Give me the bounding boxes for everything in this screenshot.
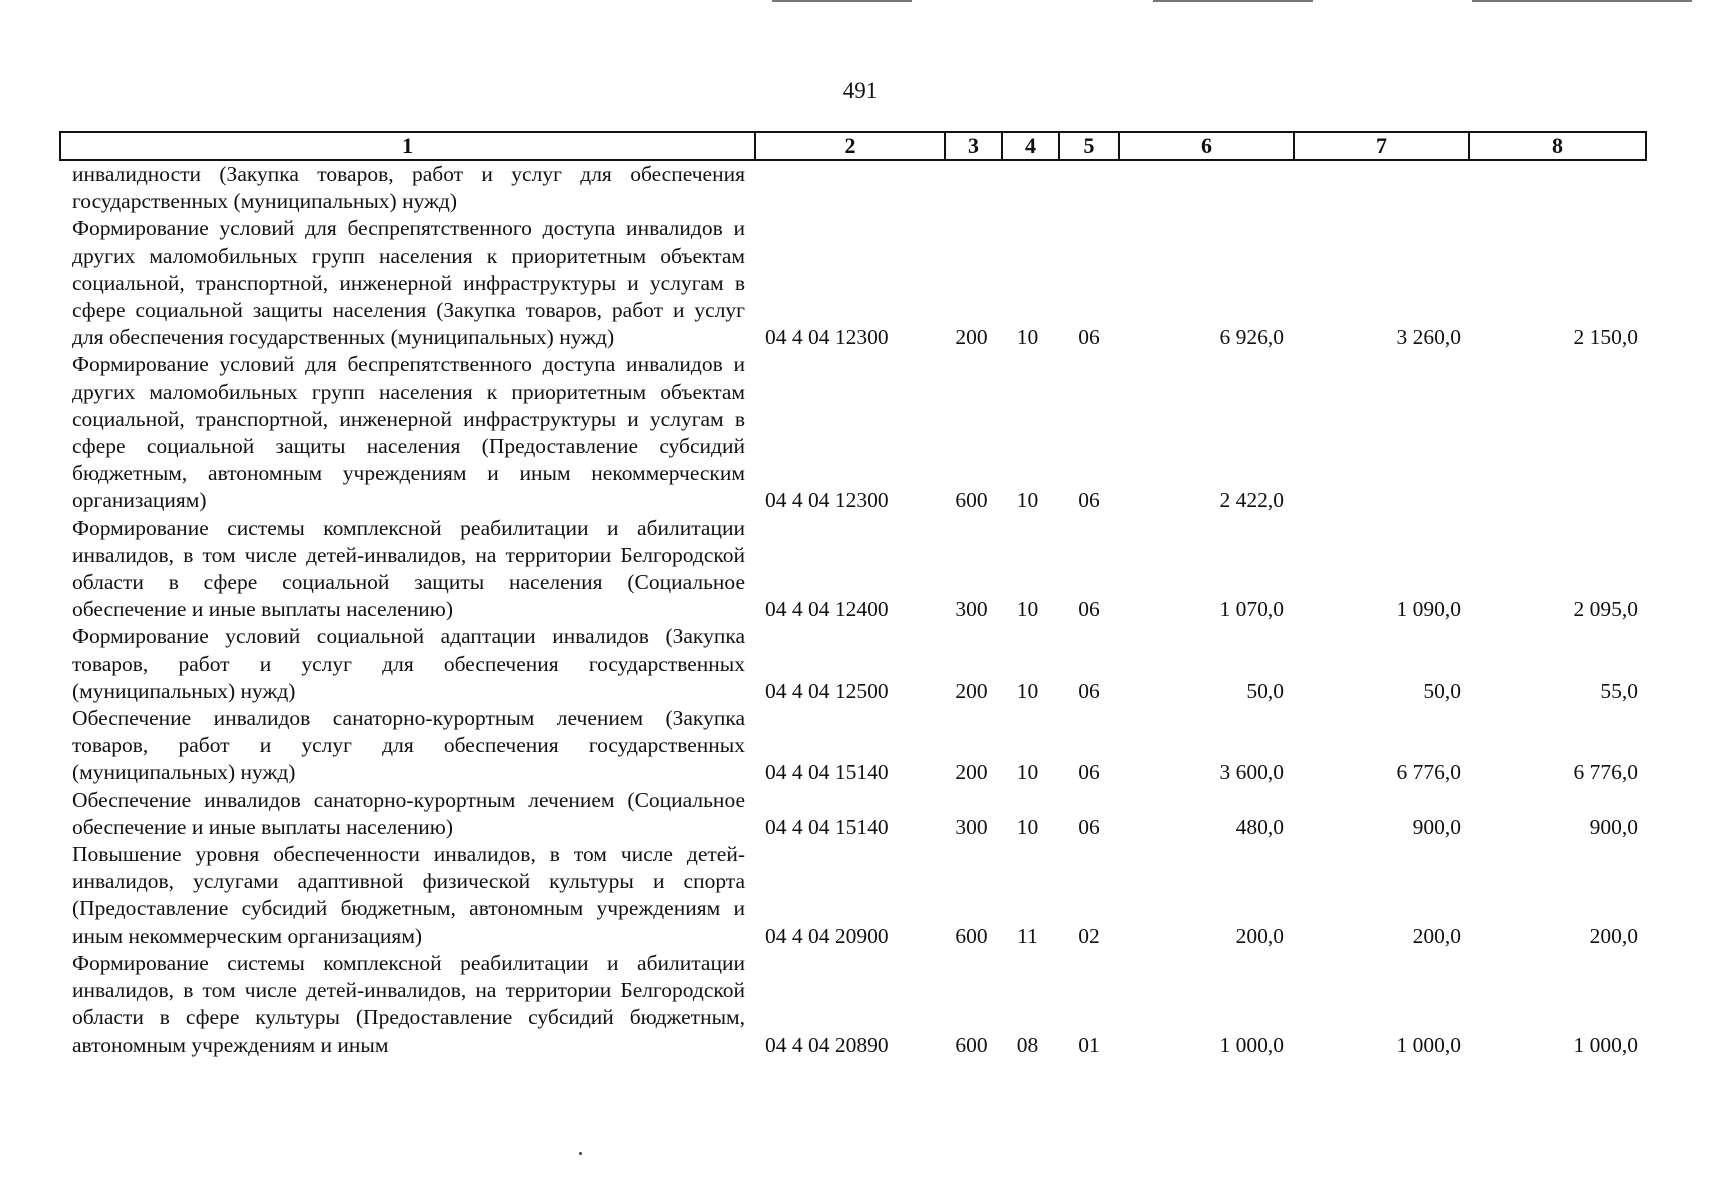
row-amount-col8 bbox=[1469, 160, 1646, 215]
row-description: Формирование условий социальной адаптации инвалидов (Закупка товаров, работ и услуг для обеспечения государственных (муниципальных) нужд) bbox=[72, 624, 745, 703]
row-target-code: 04 4 04 15140 bbox=[765, 760, 889, 785]
row-target-code: 04 4 04 12400 bbox=[765, 597, 889, 622]
column-header-3: 3 bbox=[945, 132, 1002, 160]
row-amount-col8: 900,0 bbox=[1589, 814, 1638, 839]
row-col4: 08 bbox=[1016, 1032, 1039, 1057]
row-amount-col6: 6 926,0 bbox=[1219, 325, 1284, 350]
row-col5 bbox=[1059, 160, 1119, 215]
row-col4: 11 bbox=[1017, 923, 1038, 948]
row-description: Формирование условий для беспрепятственного доступа инвалидов и других маломобильных групп населения к приоритетным объектам социальной, транспортной, инженерной инфраструктуры и услугам в сфере социальной защиты населения (Закупка товаров, работ и услуг для обеспечения государственных (муниципальных) нужд) bbox=[72, 216, 745, 350]
table-row bbox=[60, 351, 1646, 514]
row-col3: 300 bbox=[955, 597, 988, 622]
budget-table-container bbox=[59, 131, 1645, 1059]
row-amount-col7 bbox=[1294, 351, 1469, 514]
row-amount-col6: 1 070,0 bbox=[1219, 597, 1284, 622]
row-amount-col7: 50,0 bbox=[1423, 678, 1461, 703]
top-rule-3 bbox=[1472, 0, 1692, 2]
row-amount-col8: 200,0 bbox=[1589, 923, 1638, 948]
row-col5: 06 bbox=[1078, 814, 1100, 839]
row-col3: 300 bbox=[955, 814, 988, 839]
column-header-8: 8 bbox=[1469, 132, 1646, 160]
row-amount-col6: 3 600,0 bbox=[1219, 760, 1284, 785]
row-col5: 06 bbox=[1078, 488, 1100, 513]
row-amount-col7: 1 090,0 bbox=[1396, 597, 1461, 622]
row-amount-col6 bbox=[1119, 160, 1294, 215]
row-col4: 10 bbox=[1016, 678, 1039, 703]
row-col5: 06 bbox=[1078, 597, 1100, 622]
row-description: Повышение уровня обеспеченности инвалидов, в том числе детей-инвалидов, услугами адаптивной физической культуры и спорта (Предоставление субсидий бюджетным, автономным учреждениям и иным некоммерческим организациям) bbox=[72, 842, 745, 948]
table-row bbox=[60, 705, 1646, 787]
row-amount-col7: 200,0 bbox=[1412, 923, 1461, 948]
column-header-4: 4 bbox=[1002, 132, 1059, 160]
table-row bbox=[60, 841, 1646, 950]
row-col3: 600 bbox=[955, 1032, 988, 1057]
row-col4: 10 bbox=[1016, 760, 1039, 785]
row-col5: 06 bbox=[1078, 325, 1100, 350]
scan-speck bbox=[579, 1152, 582, 1155]
table-row bbox=[60, 515, 1646, 624]
column-header-6: 6 bbox=[1119, 132, 1294, 160]
row-col4: 10 bbox=[1016, 597, 1039, 622]
row-target-code: 04 4 04 20890 bbox=[765, 1032, 889, 1057]
row-amount-col8: 2 095,0 bbox=[1573, 597, 1638, 622]
table-row bbox=[60, 160, 1646, 215]
row-amount-col6: 200,0 bbox=[1235, 923, 1284, 948]
page-number: 491 bbox=[842, 78, 878, 103]
row-description: Формирование системы комплексной реабилитации и абилитации инвалидов, в том числе детей-инвалидов, на территории Белгородской области в сфере социальной защиты населения (Социальное обеспечение и иные выплаты населению) bbox=[72, 515, 745, 622]
row-col5: 06 bbox=[1078, 760, 1100, 785]
row-amount-col7: 1 000,0 bbox=[1396, 1032, 1461, 1057]
row-col3 bbox=[945, 160, 1002, 215]
row-col5: 01 bbox=[1078, 1032, 1100, 1057]
row-amount-col8: 55,0 bbox=[1600, 678, 1638, 703]
row-target-code bbox=[755, 160, 945, 215]
column-header-7: 7 bbox=[1294, 132, 1469, 160]
row-target-code: 04 4 04 12300 bbox=[765, 488, 889, 513]
row-amount-col6: 50,0 bbox=[1246, 678, 1284, 703]
row-target-code: 04 4 04 15140 bbox=[765, 814, 889, 839]
row-amount-col8 bbox=[1469, 351, 1646, 514]
row-target-code: 04 4 04 12500 bbox=[765, 678, 889, 703]
row-col3: 200 bbox=[955, 325, 988, 350]
row-col3: 200 bbox=[955, 760, 988, 785]
row-amount-col8: 2 150,0 bbox=[1573, 325, 1638, 350]
header-row bbox=[60, 132, 1646, 160]
row-amount-col7: 900,0 bbox=[1412, 814, 1461, 839]
row-target-code: 04 4 04 20900 bbox=[765, 923, 889, 948]
row-col4: 10 bbox=[1016, 488, 1039, 513]
row-description: Формирование системы комплексной реабилитации и абилитации инвалидов, в том числе детей-инвалидов, на территории Белгородской области в сфере культуры (Предоставление субсидий бюджетным, автономным учреждениям и иным bbox=[72, 950, 745, 1057]
table-row bbox=[60, 787, 1646, 841]
row-col4: 10 bbox=[1016, 814, 1039, 839]
row-amount-col6: 2 422,0 bbox=[1219, 488, 1284, 513]
row-description: Обеспечение инвалидов санаторно-курортным лечением (Социальное обеспечение и иные выплаты населению) bbox=[72, 787, 745, 839]
column-header-1: 1 bbox=[60, 132, 755, 160]
row-col3: 600 bbox=[955, 923, 988, 948]
row-col4 bbox=[1002, 160, 1059, 215]
row-col5: 06 bbox=[1078, 678, 1100, 703]
column-header-5: 5 bbox=[1059, 132, 1119, 160]
budget-table bbox=[59, 131, 1647, 1059]
row-amount-col7: 3 260,0 bbox=[1396, 325, 1461, 350]
row-amount-col6: 480,0 bbox=[1235, 814, 1284, 839]
row-description: Обеспечение инвалидов санаторно-курортным лечением (Закупка товаров, работ и услуг для обеспечения государственных (муниципальных) нужд) bbox=[72, 706, 745, 785]
row-description: инвалидности (Закупка товаров, работ и услуг для обеспечения государственных (муниципальных) нужд) bbox=[72, 162, 745, 214]
table-row bbox=[60, 215, 1646, 351]
row-col4: 10 bbox=[1016, 325, 1039, 350]
row-target-code: 04 4 04 12300 bbox=[765, 325, 889, 350]
row-col5: 02 bbox=[1078, 923, 1100, 948]
row-amount-col7 bbox=[1294, 160, 1469, 215]
row-col3: 200 bbox=[955, 678, 988, 703]
row-amount-col8: 6 776,0 bbox=[1573, 760, 1638, 785]
table-row bbox=[60, 950, 1646, 1059]
row-amount-col7: 6 776,0 bbox=[1396, 760, 1461, 785]
row-description: Формирование условий для беспрепятственного доступа инвалидов и других маломобильных групп населения к приоритетным объектам социальной, транспортной, инженерной инфраструктуры и услугам в сфере социальной защиты населения (Предоставление субсидий бюджетным, автономным учреждениям и иным некоммерческим организациям) bbox=[72, 352, 745, 513]
row-col3: 600 bbox=[955, 488, 988, 513]
top-rule-2 bbox=[1153, 0, 1313, 2]
row-amount-col6: 1 000,0 bbox=[1219, 1032, 1284, 1057]
top-rule-1 bbox=[772, 0, 912, 2]
row-amount-col8: 1 000,0 bbox=[1573, 1032, 1638, 1057]
table-row bbox=[60, 623, 1646, 705]
column-header-2: 2 bbox=[755, 132, 945, 160]
